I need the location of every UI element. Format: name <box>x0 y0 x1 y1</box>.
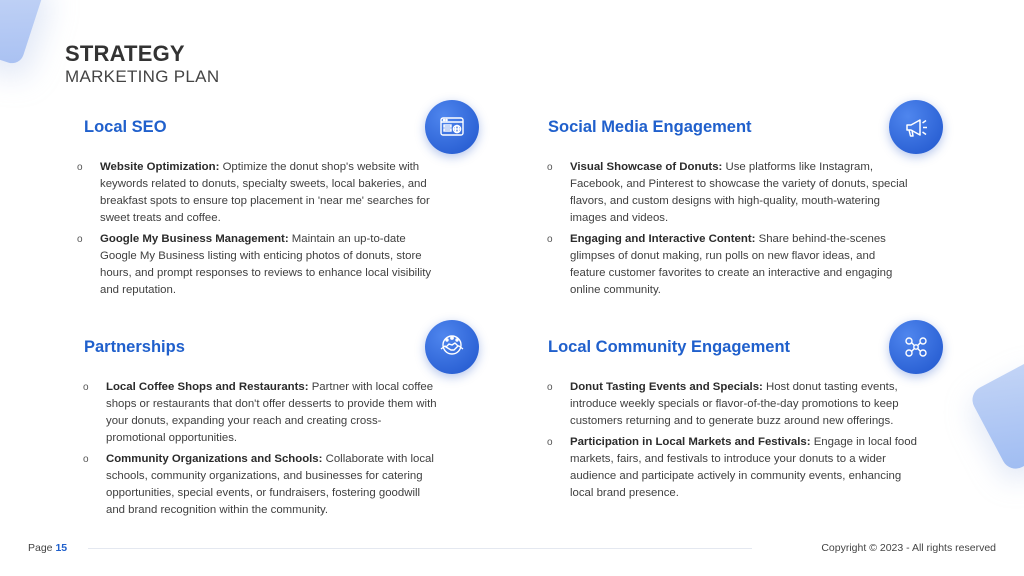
title-block <box>65 41 219 87</box>
community-network-icon <box>889 320 943 374</box>
bullet: o <box>83 382 89 393</box>
list-item: o Google My Business Management: Maintain an up-to-date Google My Business listing with enticing photos of donuts, store hours, and prompt responses to reviews to enhance local visibility and reputation. <box>77 233 432 296</box>
list-item: o Website Optimization: Optimize the donut shop's website with keywords related to donuts, specialty sweets, local bakeries, and breakfast spots to ensure top placement in 'near me' searches for sweet treats and coffee. <box>77 161 430 224</box>
section-title: Local Community Engagement <box>548 338 791 356</box>
section-social-media <box>548 117 912 303</box>
decorative-shape-right <box>968 356 1024 473</box>
section-community <box>548 337 918 506</box>
list-item: o Donut Tasting Events and Specials: Host donut tasting events, introduce weekly specials or flavor-of-the-day promotions to keep customers returning and to generate buzz around new offerings. <box>547 381 899 427</box>
bullet: o <box>547 162 553 173</box>
page-subtitle: MARKETING PLAN <box>65 67 220 86</box>
bullet: o <box>77 234 83 245</box>
list-item: o Local Coffee Shops and Restaurants: Partner with local coffee shops or restaurants that don't offer desserts to provide them with your donuts, expanding your reach and creating cross-promotional opportunities. <box>83 381 437 444</box>
section-title: Social Media Engagement <box>548 118 752 136</box>
footer-divider <box>88 548 752 549</box>
bullet: o <box>77 162 83 173</box>
section-title: Local SEO <box>84 118 167 136</box>
megaphone-icon <box>889 100 943 154</box>
copyright: Copyright © 2023 - All rights reserved <box>821 542 996 554</box>
list-item: o Community Organizations and Schools: Collaborate with local schools, community organizations, and businesses for catering opportunities, special events, or fundraisers, fostering goodwill and brand recognition within the community. <box>83 453 434 516</box>
list-item: o Engaging and Interactive Content: Share behind-the-scenes glimpses of donut making, run polls on new flavor ideas, and feature customer favorites to create an interactive and engaging online community. <box>547 233 893 296</box>
page-number: Page 15 <box>28 542 68 554</box>
bullet: o <box>547 382 553 393</box>
bullet: o <box>547 234 553 245</box>
section-local-seo <box>77 117 440 303</box>
decorative-shape-top-left <box>0 0 48 66</box>
section-title: Partnerships <box>84 338 185 356</box>
list-item: o Visual Showcase of Donuts: Use platforms like Instagram, Facebook, and Pinterest to showcase the variety of donuts, special flavors, and custom designs with high-quality, mouth-watering images and videos. <box>547 161 908 224</box>
web-browser-icon <box>425 100 479 154</box>
page-title: STRATEGY <box>65 41 185 66</box>
bullet: o <box>547 437 553 448</box>
handshake-icon <box>425 320 479 374</box>
section-partnerships <box>84 337 440 523</box>
list-item: o Participation in Local Markets and Festivals: Engage in local food markets, fairs, and festivals to introduce your donuts to a wider audience and participate actively in community events, enhancing local brand presence. <box>547 436 917 499</box>
bullet: o <box>83 454 89 465</box>
